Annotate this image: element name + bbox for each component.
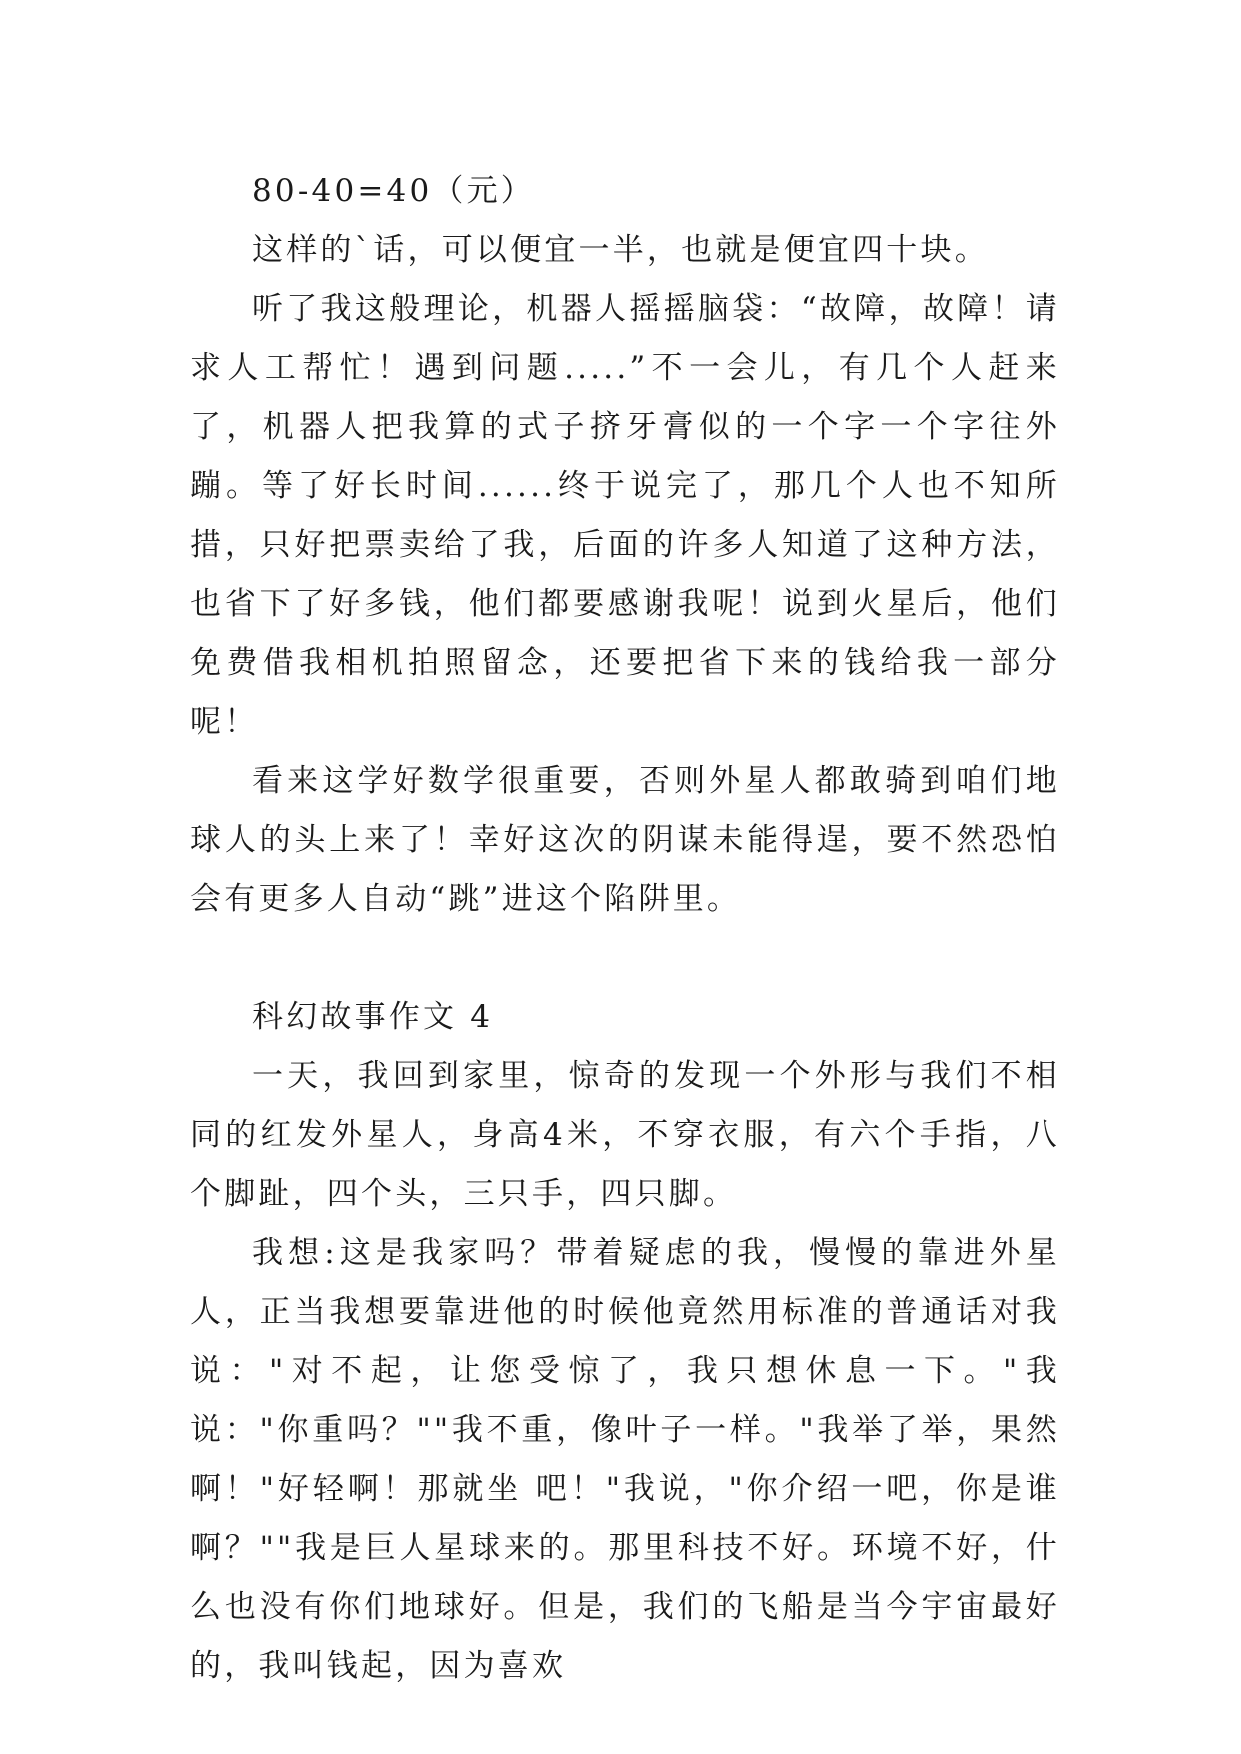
section-title: 科幻故事作文 4: [252, 999, 494, 1035]
paragraph-discount: 这样的`话，可以便宜一半，也就是便宜四十块。: [252, 232, 989, 268]
paragraph-robot-malfunction: 听了我这般理论，机器人摇摇脑袋：“故障，故障！请求人工帮忙！遇到问题.....”不一会儿，有几个人赶来了，机器人把我算的式子挤牙膏似的一个字一个字往外蹦。等了好长时间......终于说完了，那几个人也不知所措，只好把票卖给了我，后面的许多人知道了这种方法，也省下了好多钱，他们都要感谢我呢！说到火星后，他们免费借我相机拍照留念，还要把省下来的钱给我一部分呢！: [190, 291, 1060, 740]
section-spacer: [190, 929, 1060, 988]
paragraph-alien-arrival: 一天，我回到家里，惊奇的发现一个外形与我们不相同的红发外星人，身高4米，不穿衣服，有六个手指，八个脚趾，四个头，三只手，四只脚。: [190, 1058, 1060, 1212]
paragraph-alien-conversation: 我想:这是我家吗？带着疑虑的我，慢慢的靠进外星人，正当我想要靠进他的时候他竟然用标准的普通话对我说："对不起，让您受惊了，我只想休息一下。"我说："你重吗？""我不重，像叶子一样。"我举了举，果然啊！"好轻啊！那就坐 吧！"我说，"你介绍一吧，你是谁啊？""我是巨人星球来的。那里科技不好。环境不好，什么也没有你们地球好。但是，我们的飞船是当今宇宙最好的，我叫钱起，因为喜欢: [190, 1235, 1060, 1684]
document-body: [190, 162, 1060, 1696]
paragraph-conclusion: 看来这学好数学很重要，否则外星人都敢骑到咱们地球人的头上来了！幸好这次的阴谋未能得逞，要不然恐怕会有更多人自动“跳”进这个陷阱里。: [190, 763, 1060, 917]
paragraph-calculation: 80-40=40（元）: [252, 173, 535, 209]
